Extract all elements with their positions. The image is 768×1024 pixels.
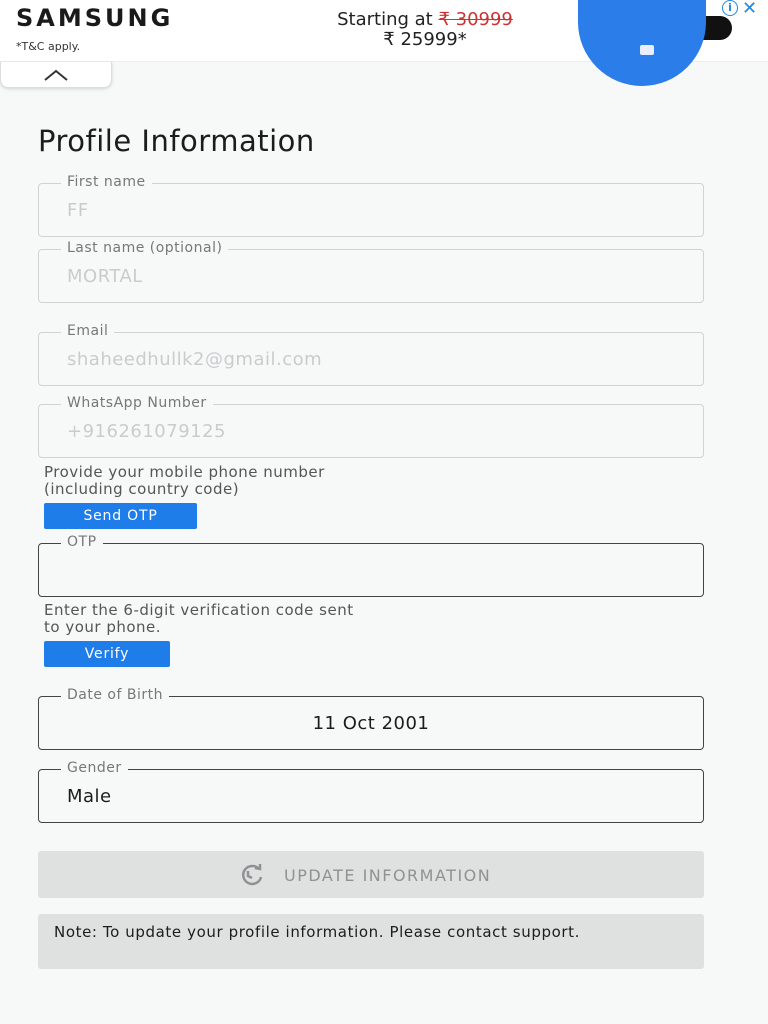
date-of-birth-field[interactable]	[38, 687, 704, 750]
ad-new-price: ₹ 25999*	[383, 29, 467, 50]
last-name-label: Last name (optional)	[61, 240, 228, 256]
whatsapp-help-line2: (including country code)	[44, 480, 240, 498]
ad-terms: *T&C apply.	[16, 40, 81, 53]
update-information-button[interactable]	[38, 851, 704, 898]
gender-label: Gender	[61, 760, 128, 776]
otp-help-line2: to your phone.	[44, 618, 162, 636]
date-of-birth-value: 11 Oct 2001	[312, 713, 430, 734]
support-note: Note: To update your profile information. Please contact support.	[38, 914, 704, 969]
last-name-field[interactable]	[38, 240, 704, 303]
email-field[interactable]	[38, 323, 704, 386]
close-icon[interactable]: ✕	[742, 0, 758, 19]
whatsapp-help-line1: Provide your mobile phone number	[44, 463, 325, 481]
first-name-label: First name	[61, 174, 152, 190]
ad-offer-prefix: Starting at	[337, 9, 439, 30]
date-of-birth-label: Date of Birth	[61, 687, 169, 703]
otp-help-line1: Enter the 6-digit verification code sent	[44, 601, 354, 619]
ad-old-price: ₹ 30999	[438, 9, 513, 30]
otp-label: OTP	[61, 534, 103, 550]
page-title: Profile Information	[38, 124, 315, 158]
whatsapp-label: WhatsApp Number	[61, 395, 213, 411]
send-otp-button[interactable]: Send OTP	[44, 503, 197, 529]
update-information-label: UPDATE INFORMATION	[284, 866, 492, 885]
info-icon[interactable]: i	[722, 0, 738, 16]
fab-icon	[640, 45, 654, 55]
chevron-up-icon	[43, 68, 69, 82]
email-value: shaheedhullk2@gmail.com	[67, 349, 323, 370]
refresh-icon	[235, 863, 271, 887]
collapse-tab[interactable]	[0, 62, 112, 88]
last-name-value: MORTAL	[67, 266, 143, 287]
whatsapp-value: +916261079125	[67, 421, 227, 442]
ad-brand: SAMSUNG	[16, 4, 174, 32]
first-name-value: FF	[67, 200, 89, 221]
gender-value: Male	[67, 786, 112, 807]
gender-select[interactable]	[38, 760, 704, 823]
first-name-field[interactable]	[38, 174, 704, 237]
email-label: Email	[61, 323, 114, 339]
floating-action-button[interactable]	[578, 0, 706, 86]
whatsapp-help	[44, 464, 325, 498]
otp-field[interactable]	[38, 534, 704, 597]
whatsapp-field[interactable]	[38, 395, 704, 458]
ad-offer	[290, 10, 560, 50]
otp-help	[44, 602, 354, 636]
verify-button[interactable]: Verify	[44, 641, 170, 667]
